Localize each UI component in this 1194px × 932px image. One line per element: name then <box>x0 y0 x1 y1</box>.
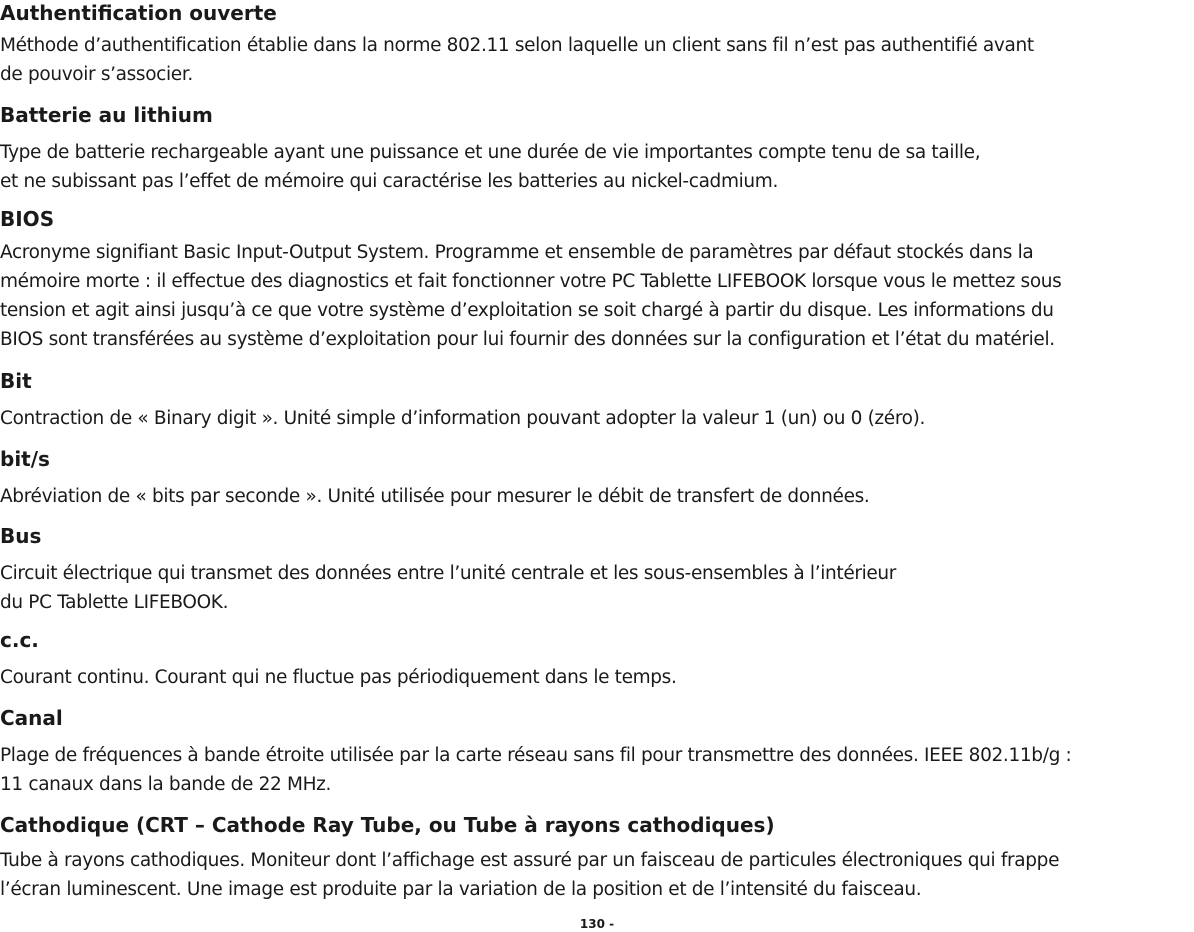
definition-line: du PC Tablette LIFEBOOK. <box>0 592 229 613</box>
definition-line: Tube à rayons cathodiques. Moniteur dont l’affichage est assuré par un faisceau de particules électroniques qui frappe <box>0 850 1060 871</box>
definition-line: Plage de fréquences à bande étroite utilisée par la carte réseau sans fil pour transmettre des données. IEEE 802.11b/g : <box>0 745 1072 766</box>
glossary-entry-bit <box>0 368 925 433</box>
entry-term: Cathodique (CRT – Cathode Ray Tube, ou Tube à rayons cathodiques) <box>0 813 775 837</box>
entry-definition <box>0 559 896 617</box>
entry-term: c.c. <box>0 628 39 652</box>
glossary-entry-canal <box>0 705 1071 799</box>
definition-line: Méthode d’authentification établie dans la norme 802.11 selon laquelle un client sans fil n’est pas authentifié avant <box>0 35 1034 56</box>
definition-line: Circuit électrique qui transmet des données entre l’unité centrale et les sous-ensembles à l’intérieur <box>0 563 897 584</box>
definition-line: l’écran luminescent. Une image est produite par la variation de la position et de l’intensité du faisceau. <box>0 879 922 900</box>
definition-line: et ne subissant pas l’effet de mémoire qui caractérise les batteries au nickel-cadmium. <box>0 171 778 192</box>
entry-term: Canal <box>0 706 63 730</box>
glossary-entry-bit-par-seconde <box>0 446 869 511</box>
entry-definition <box>0 482 869 511</box>
definition-line: Type de batterie rechargeable ayant une puissance et une durée de vie importantes compte tenu de sa taille, <box>0 142 981 163</box>
definition-line: de pouvoir s’associer. <box>0 64 193 85</box>
entry-term: Bus <box>0 524 42 548</box>
page-number: 130 - <box>579 917 615 931</box>
entry-term: BIOS <box>0 207 55 231</box>
glossary-entry-cathodique <box>0 812 1059 904</box>
definition-line: Acronyme signifiant Basic Input-Output System. Programme et ensemble de paramètres par défaut stockés dans la <box>0 242 1034 263</box>
definition-line: Courant continu. Courant qui ne fluctue pas périodiquement dans le temps. <box>0 667 677 688</box>
glossary-entry-batterie-au-lithium <box>0 102 980 196</box>
entry-definition <box>0 404 925 433</box>
entry-definition <box>0 741 1071 799</box>
definition-line: 11 canaux dans la bande de 22 MHz. <box>0 774 332 795</box>
entry-definition <box>0 846 1059 904</box>
entry-term: Batterie au lithium <box>0 103 213 127</box>
entry-term: Authentification ouverte <box>0 1 277 25</box>
definition-line: BIOS sont transférées au système d’exploitation pour lui fournir des données sur la configuration et l’état du matériel. <box>0 329 1055 350</box>
glossary-entry-authentification-ouverte <box>0 0 1034 89</box>
entry-definition <box>0 31 1034 89</box>
definition-line: tension et agit ainsi jusqu’à ce que votre système d’exploitation se soit chargé à partir du disque. Les informations du <box>0 300 1054 321</box>
glossary-entry-cc <box>0 627 677 692</box>
glossary-entry-bus <box>0 523 896 617</box>
entry-definition <box>0 138 980 196</box>
definition-line: mémoire morte : il effectue des diagnostics et fait fonctionner votre PC Tablette LIFEBOOK lorsque vous le mettez sous <box>0 271 1062 292</box>
definition-line: Contraction de « Binary digit ». Unité simple d’information pouvant adopter la valeur 1 (un) ou 0 (zéro). <box>0 408 926 429</box>
entry-definition <box>0 663 677 692</box>
glossary-entry-bios <box>0 206 1061 354</box>
entry-term: Bit <box>0 369 32 393</box>
definition-line: Abréviation de « bits par seconde ». Unité utilisée pour mesurer le débit de transfert de données. <box>0 486 870 507</box>
entry-term: bit/s <box>0 447 50 471</box>
entry-definition <box>0 238 1061 354</box>
